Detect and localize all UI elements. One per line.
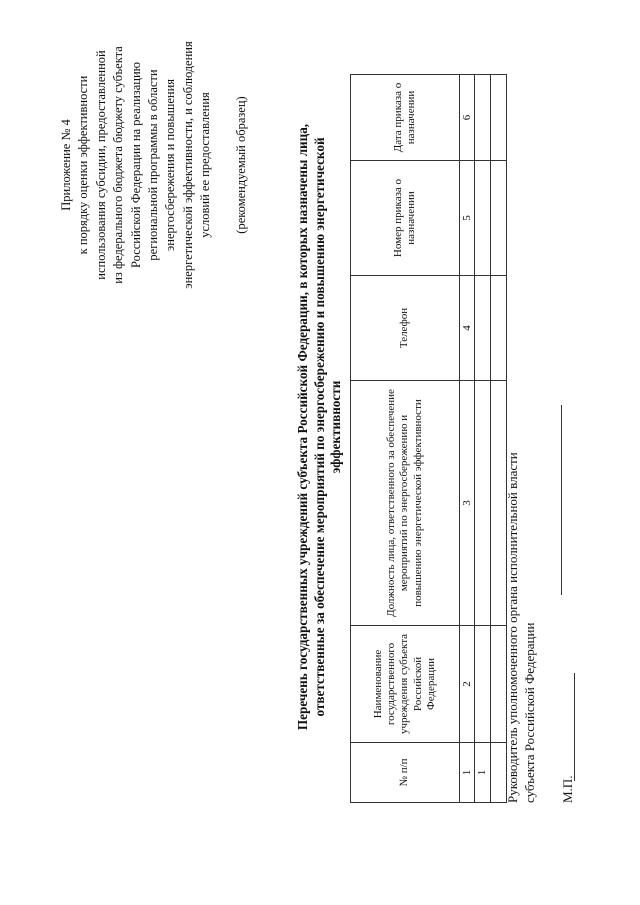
table-header-row xyxy=(351,75,460,803)
stamp-line xyxy=(574,673,575,781)
column-header: Дата приказа о назначении xyxy=(351,75,460,161)
table-cell xyxy=(475,276,491,381)
table-cell xyxy=(475,381,491,626)
table-cell xyxy=(475,75,491,161)
annex-line: к порядку оценки эффективности xyxy=(76,75,91,255)
annex-line: использования субсидии, предоставленной xyxy=(93,50,108,280)
column-number-row xyxy=(460,75,475,803)
title-line: Перечень государственных учреждений субъекта Российской Федерации, в которых назначены лица, xyxy=(295,123,310,731)
annex-line: энергетической эффективности, и соблюдения xyxy=(180,41,195,289)
column-header: Телефон xyxy=(351,276,460,381)
column-number: 2 xyxy=(460,626,475,743)
signatory-title-line: субъекта Российской Федерации xyxy=(521,622,537,803)
column-number: 6 xyxy=(460,75,475,161)
stamp-label: М.П. xyxy=(560,775,575,803)
annex-header xyxy=(58,0,250,330)
annex-line: Российской Федерации на реализацию xyxy=(128,62,143,268)
title-line: ответственные за обеспечение мероприятий по энергосбережению и повышению энергетической xyxy=(311,137,327,717)
signature-block xyxy=(505,203,538,803)
annex-line: из федерального бюджета бюджету субъекта xyxy=(111,46,126,284)
column-header: Номер приказа о назначении xyxy=(351,161,460,276)
document-title xyxy=(295,77,345,777)
annex-line: условий ее предоставления xyxy=(198,92,213,238)
column-number: 5 xyxy=(460,161,475,276)
table-cell xyxy=(491,75,507,161)
signatory-title-line: Руководитель уполномоченного органа исполнительной власти xyxy=(505,452,520,803)
table-cell xyxy=(475,161,491,276)
annex-line: Приложение № 4 xyxy=(59,119,73,211)
column-header: Должность лица, ответственного за обеспечение мероприятий по энергосбережению и повышению энергетической эффективности xyxy=(351,381,460,626)
table-cell xyxy=(475,626,491,743)
column-header: Наименование государственного учреждения субъекта Российской Федерации xyxy=(351,626,460,743)
title-line: эффективности xyxy=(328,380,343,474)
annex-line: региональной программы в области xyxy=(146,69,161,261)
signature-line xyxy=(561,405,562,595)
column-number: 1 xyxy=(460,743,475,803)
column-number: 3 xyxy=(460,381,475,626)
table-row xyxy=(475,75,491,803)
institutions-table xyxy=(350,74,507,803)
annex-line: энергосбережения и повышения xyxy=(163,78,178,252)
recommended-sample-note: (рекомендуемый образец) xyxy=(233,96,248,234)
column-header: № п/п xyxy=(351,743,460,803)
column-number: 4 xyxy=(460,276,475,381)
table-cell: 1 xyxy=(475,743,491,803)
